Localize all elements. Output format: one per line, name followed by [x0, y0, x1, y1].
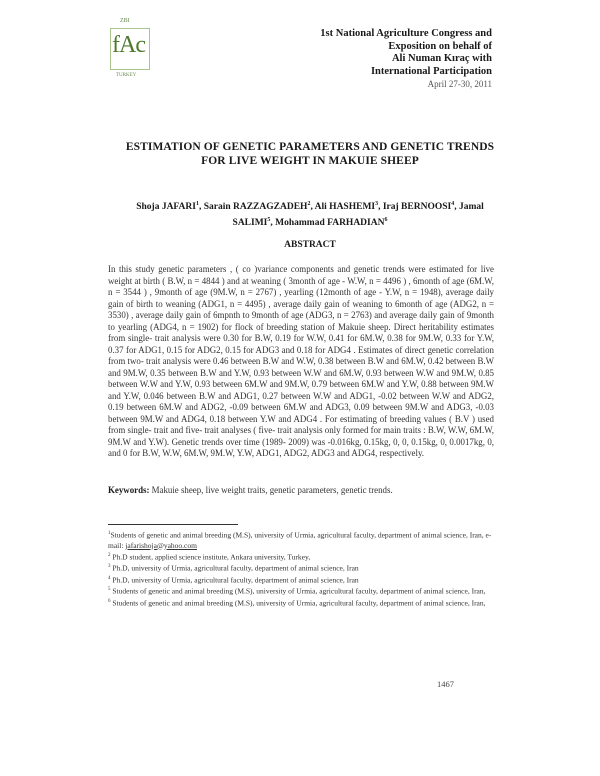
abstract-body: In this study genetic parameters , ( co )variance components and genetic trends were estimated for live weight at birth ( B.W, n = 4844 ) and at weaning ( 3month of age - W.W, n = 4496 ) , 6month of age (6M.W, n = 3544 ) , 9month of age (9M.W, n = 2767) , yearling (12month of age - Y.W, n = 1948), average daily gain of birth to weaning (ADG1, n = 4495) , average daily gain of weaning to 6month of age (ADG2, n = 3530) , average daily gain of 6mpnth to 9month of age (ADG3, n = 2763) and average daily gain of 9month to yearling (ADG4, n = 1902) for flock of breeding station of Makuie sheep. Direct heritability estimates from single- trait analysis were 0.30 for B.W, 0.19 for W.W, 0.41 for 6M.W, 0.38 for 9M.W, 0.33 for Y.W, 0.37 for ADG1, 0.15 for ADG2, 0.15 for ADG3 and 0.18 for ADG4 . Estimates of direct genetic correlation from two- trait analysis were 0.46 between B.W and W.W, 0.38 between B.W and 6M.W, 0.42 between B.W and 9M.W, 0.35 between B.W and Y.W, 0.93 between W.W and 6M.W, 0.93 between W.W and 9M.W, 0.85 between W.W and Y.W, 0.93 between 6M.W and 9M.W, 0.79 between 6M.W and Y.W, 0.88 between 9M.W and Y.W, 0.046 between B.W and ADG1, 0.27 between W.W and ADG1, -0.02 between W.W and ADG2, 0.19 between 6M.W and ADG2, -0.09 between 6M.W and ADG3, 0.09 between 9M.W and ADG3, -0.03 between 9M.W and ADG4, 0.18 between Y.W and ADG4 . For estimating of breeding values ( B.V ) used from single- trait and five- trait analyses ( five- trait analysis only formed for main traits : B.W, W.W, 6M.W, 9M.W and Y.W). Genetic trends over time (1989- 2009) was -0.016kg, 0.15kg, 0, 0, 0.15kg, 0, 0.0017kg, 0, and 0 for B.W, W.W, 6M.W, 9M.W, Y.W, ADG1, ADG2, ADG3 and ADG4, respectively. — [108, 264, 494, 458]
paper-title — [120, 140, 500, 168]
footnote: $^3$ Ph.D, university of Urmia, agricultural faculty, department of animal science, Iran — [108, 563, 359, 573]
title-line-1: ESTIMATION OF GENETIC PARAMETERS AND GENETIC TRENDS — [125, 141, 495, 153]
conference-logo — [108, 18, 152, 78]
keywords — [108, 485, 494, 497]
footnote: $^1$Students of genetic and animal breeding (M.S), university of Urmia, agricultural faculty, department of animal science, Iran, e-mail: jafarishoja@yahoo.com — [108, 530, 492, 550]
footnotes — [108, 529, 494, 608]
page-number: 1467 — [437, 679, 454, 689]
author: Ali HASHEMI$^3$ — [314, 201, 379, 213]
abstract-heading: ABSTRACT — [284, 240, 336, 250]
footnote-divider — [108, 524, 238, 525]
footnote-email[interactable]: jafarishoja@yahoo.com — [125, 540, 197, 550]
conference-line-2: Exposition on behalf of — [388, 40, 492, 52]
author: Jamal SALIMI$^5$ — [232, 202, 484, 229]
author-list: Shoja JAFARI$^1$, Sarain RAZZAGZADEH$^2$, Ali HASHEMI$^3$, Iraj BERNOOSI$^4$, Jamal SALIMI$^5$, Mohammad FARHADIAN$^6$ — [136, 201, 484, 229]
conference-line-3: Ali Numan Kıraç with — [391, 53, 492, 64]
logo-country: TURKEY — [116, 73, 137, 78]
keywords-text: Makuie sheep, live weight traits, genetic parameters, genetic trends. — [149, 485, 393, 495]
author: Shoja JAFARI$^1$ — [136, 201, 199, 213]
footnote: $^4$ Ph.D, university of Urmia, agricultural faculty, department of animal science, Iran — [108, 575, 359, 584]
conference-date: April 27-30, 2011 — [427, 79, 492, 89]
author: Sarain RAZZAGZADEH$^2$ — [203, 201, 311, 213]
footnote: $^6$ Students of genetic and animal breeding (M.S), university of Urmia, agricultural faculty, department of animal science, Iran, — [108, 598, 486, 607]
footnote: $^2$ Ph.D student, applied science institute, Ankara university, Turkey, — [108, 552, 311, 561]
author: Mohammad FARHADIAN$^6$ — [275, 217, 388, 229]
conference-line-4: International Participation — [370, 65, 492, 77]
keywords-label: Keywords: — [108, 485, 150, 495]
footnote: $^5$ Students of genetic and animal breeding (M.S), university of Urmia, agricultural faculty, department of animal science, Iran, — [108, 586, 486, 596]
logo-year: ZBI — [120, 18, 130, 24]
conference-line-1: 1st National Agriculture Congress and — [320, 28, 492, 39]
title-line-2: FOR LIVE WEIGHT IN MAKUIE SHEEP — [201, 155, 419, 167]
conference-header — [282, 28, 492, 91]
logo-mark: fAc — [112, 32, 145, 58]
author: Iraj BERNOOSI$^4$ — [382, 201, 455, 213]
